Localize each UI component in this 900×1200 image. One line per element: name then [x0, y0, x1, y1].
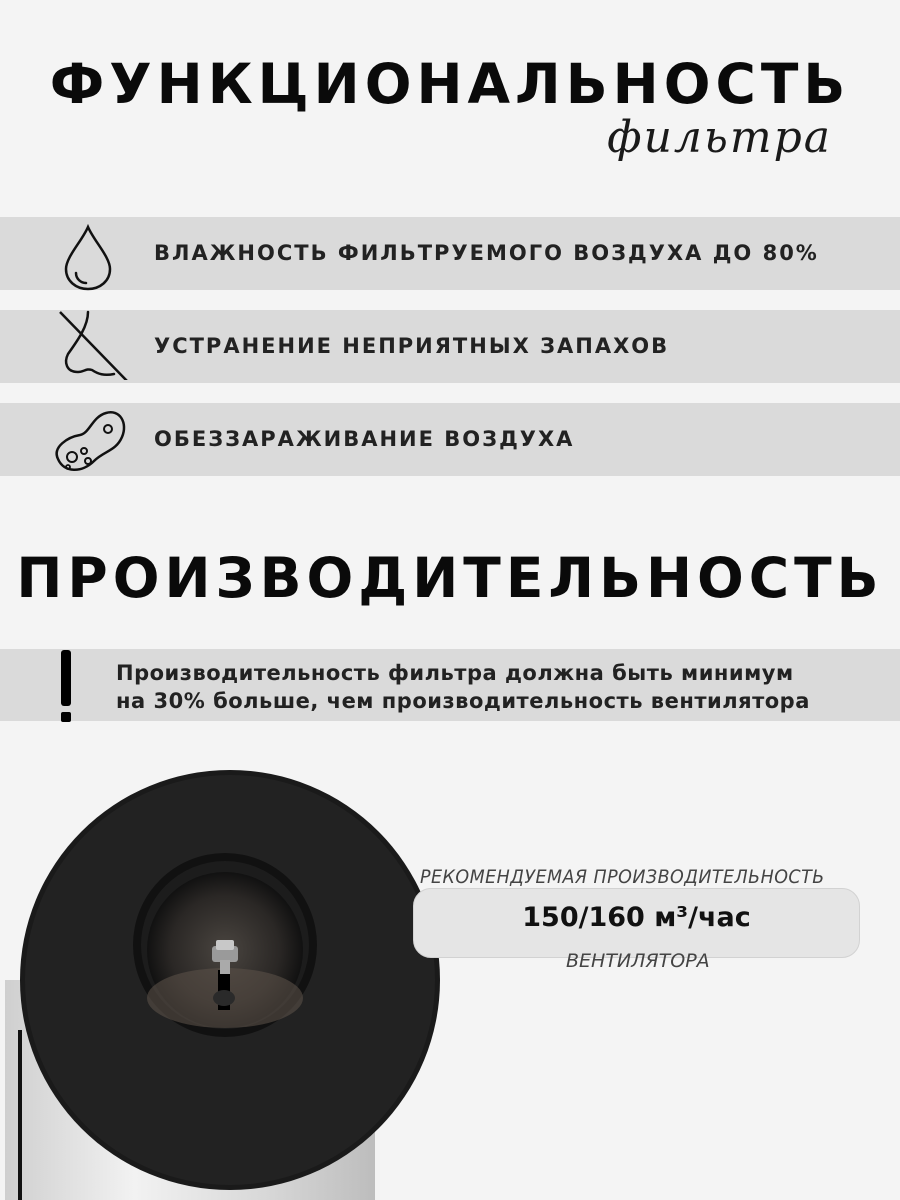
water-drop-icon [48, 221, 128, 291]
exclamation-icon [61, 650, 71, 706]
feature-row-odor [0, 310, 900, 383]
exclamation-dot [61, 712, 71, 722]
feature-row-humidity [0, 217, 900, 290]
performance-title: ПРОИЗВОДИТЕЛЬНОСТЬ [16, 546, 884, 610]
feature-row-disinfection [0, 403, 900, 476]
performance-note-line2: на 30% больше, чем производительность вентилятора [116, 689, 810, 713]
page-subtitle: фильтра [607, 112, 832, 163]
filter-product-image [0, 770, 460, 1200]
feature-label-humidity: ВЛАЖНОСТЬ ФИЛЬТРУЕМОГО ВОЗДУХА ДО 80% [154, 241, 819, 265]
feature-label-odor: УСТРАНЕНИЕ НЕПРИЯТНЫХ ЗАПАХОВ [154, 334, 670, 358]
recommendation-value: 150/160 м³/час [522, 902, 751, 933]
recommendation-label-top: РЕКОМЕНДУЕМАЯ ПРОИЗВОДИТЕЛЬНОСТЬ [420, 866, 825, 888]
recommendation-label-bottom: ВЕНТИЛЯТОРА [566, 950, 710, 972]
performance-note-line1: Производительность фильтра должна быть минимум [116, 661, 794, 685]
bacteria-icon [48, 407, 128, 477]
no-smell-icon [48, 310, 128, 380]
feature-label-disinfection: ОБЕЗЗАРАЖИВАНИЕ ВОЗДУХА [154, 427, 575, 451]
page-title: ФУНКЦИОНАЛЬНОСТЬ [49, 52, 851, 116]
